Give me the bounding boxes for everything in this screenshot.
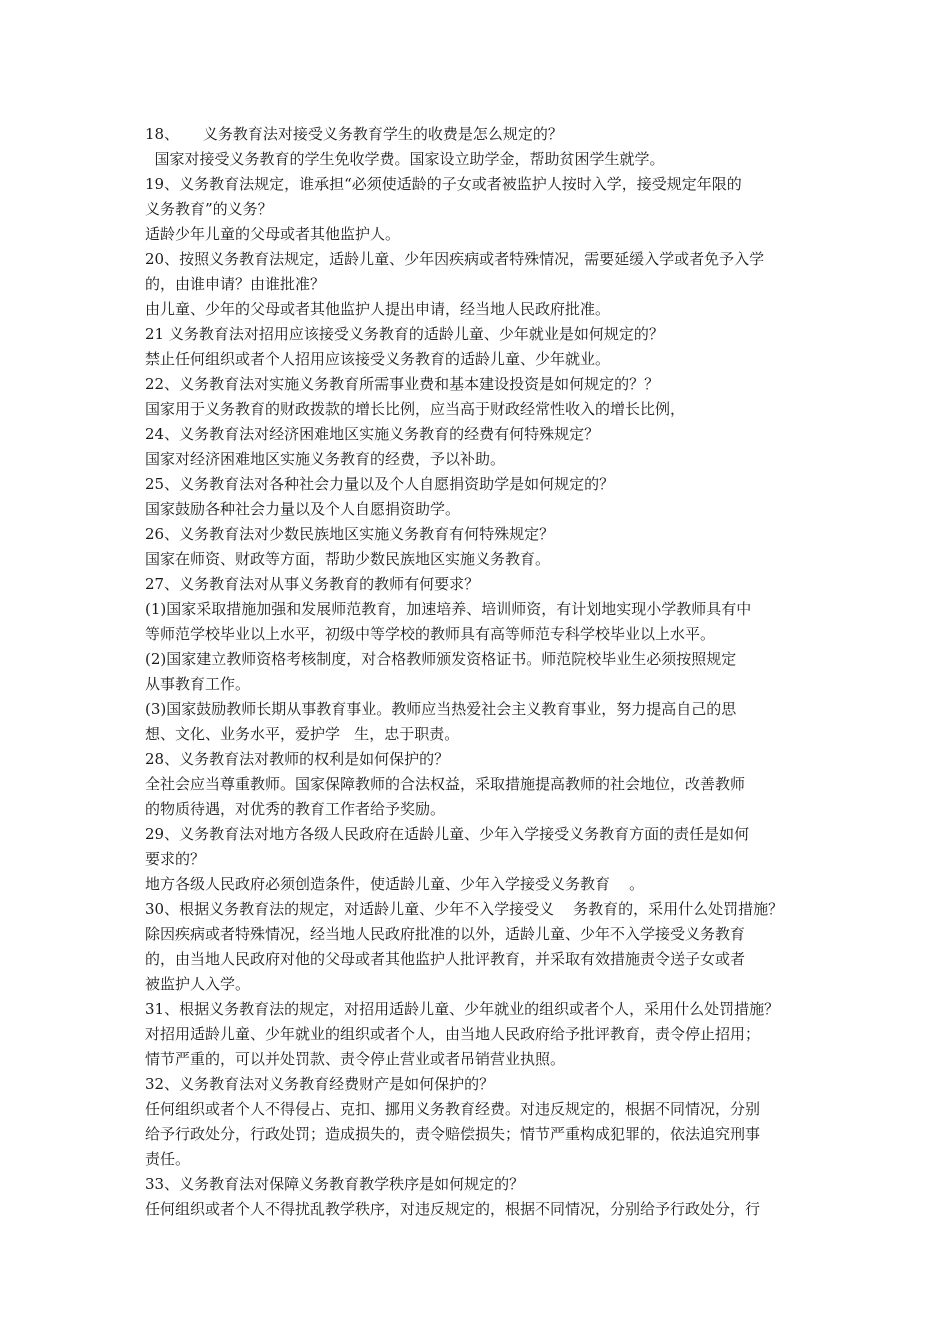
text-line: 20、按照义务教育法规定，适龄儿童、少年因疾病或者特殊情况，需要延缓入学或者免予入学 [145, 250, 765, 268]
text-line: 27、义务教育法对从事义务教育的教师有何要求？ [145, 575, 480, 593]
document-body [145, 122, 825, 1222]
text-line: 31、根据义务教育法的规定，对招用适龄儿童、少年就业的组织或者个人，采用什么处罚措施？ [145, 1000, 780, 1018]
text-line: (2)国家建立教师资格考核制度，对合格教师颁发资格证书。师范院校毕业生必须按照规定 [145, 650, 737, 668]
text-line: 等师范学校毕业以上水平，初级中等学校的教师具有高等师范专科学校毕业以上水平。 [145, 625, 716, 643]
text-line: 29、义务教育法对地方各级人民政府在适龄儿童、少年入学接受义务教育方面的责任是如何 [145, 825, 750, 843]
text-line: 22、义务教育法对实施义务教育所需事业费和基本建设投资是如何规定的？？ [145, 375, 660, 393]
text-line: 适龄少年儿童的父母或者其他监护人。 [145, 225, 401, 243]
text-line: 要求的？ [145, 850, 206, 868]
text-line: 任何组织或者个人不得侵占、克扣、挪用义务教育经费。对违反规定的，根据不同情况，分别 [145, 1100, 761, 1118]
text-line: 对招用适龄儿童、少年就业的组织或者个人，由当地人民政府给予批评教育，责令停止招用； [145, 1025, 761, 1043]
text-line: 想、文化、业务水平，爱护学 生，忠于职责。 [145, 725, 460, 743]
text-line: 国家鼓励各种社会力量以及个人自愿捐资助学。 [145, 500, 461, 518]
text-line: (3)国家鼓励教师长期从事教育事业。教师应当热爱社会主义教育事业，努力提高自己的思 [145, 700, 737, 718]
text-line: 18、 义务教育法对接受义务教育学生的收费是怎么规定的？ [145, 125, 563, 143]
text-line: 被监护人入学。 [145, 975, 251, 993]
text-line: 的物质待遇，对优秀的教育工作者给予奖励。 [145, 800, 446, 818]
text-line: 义务教育”的义务？ [145, 200, 273, 218]
text-line: 国家用于义务教育的财政拨款的增长比例，应当高于财政经常性收入的增长比例， [145, 400, 686, 418]
text-line: 25、义务教育法对各种社会力量以及个人自愿捐资助学是如何规定的？ [145, 475, 615, 493]
text-line: 28、义务教育法对教师的权利是如何保护的？ [145, 750, 450, 768]
text-line: 给予行政处分，行政处罚；造成损失的，责令赔偿损失；情节严重构成犯罪的，依法追究刑事 [145, 1125, 761, 1143]
text-line: 除因疾病或者特殊情况，经当地人民政府批准的以外，适龄儿童、少年不入学接受义务教育 [145, 925, 746, 943]
text-line: 33、义务教育法对保障义务教育教学秩序是如何规定的？ [145, 1175, 525, 1193]
text-line: 26、义务教育法对少数民族地区实施义务教育有何特殊规定？ [145, 525, 555, 543]
text-line: 的，由当地人民政府对他的父母或者其他监护人批评教育，并采取有效措施责令送子女或者 [145, 950, 746, 968]
text-line: 由儿童、少年的父母或者其他监护人提出申请，经当地人民政府批准。 [145, 300, 611, 318]
text-line: 的，由谁申请？由谁批准？ [145, 275, 326, 293]
text-line: 24、义务教育法对经济困难地区实施义务教育的经费有何特殊规定？ [145, 425, 600, 443]
text-line: 全社会应当尊重教师。国家保障教师的合法权益，采取措施提高教师的社会地位，改善教师 [145, 775, 746, 793]
text-line: 禁止任何组织或者个人招用应该接受义务教育的适龄儿童、少年就业。 [145, 350, 611, 368]
text-line: 任何组织或者个人不得扰乱教学秩序，对违反规定的，根据不同情况，分别给予行政处分，行 [145, 1200, 761, 1218]
text-line: 21 义务教育法对招用应该接受义务教育的适龄儿童、少年就业是如何规定的？ [145, 325, 664, 343]
text-line: 国家对接受义务教育的学生免收学费。国家设立助学金，帮助贫困学生就学。 [145, 150, 665, 168]
text-line: 国家在师资、财政等方面，帮助少数民族地区实施义务教育。 [145, 550, 551, 568]
text-line: 地方各级人民政府必须创造条件，使适龄儿童、少年入学接受义务教育 。 [145, 875, 645, 893]
text-line: 责任。 [145, 1150, 191, 1168]
text-line: 32、义务教育法对义务教育经费财产是如何保护的？ [145, 1075, 495, 1093]
text-line: (1)国家采取措施加强和发展师范教育，加速培养、培训师资，有计划地实现小学教师具有中 [145, 600, 752, 618]
text-line: 30、根据义务教育法的规定，对适龄儿童、少年不入学接受义 务教育的，采用什么处罚措施？ [145, 900, 784, 918]
text-line: 从事教育工作。 [145, 675, 251, 693]
text-line: 国家对经济困难地区实施义务教育的经费，予以补助。 [145, 450, 506, 468]
text-line: 19、义务教育法规定，谁承担“必须使适龄的子女或者被监护人按时入学，接受规定年限的 [145, 175, 742, 193]
text-line: 情节严重的，可以并处罚款、责令停止营业或者吊销营业执照。 [145, 1050, 566, 1068]
